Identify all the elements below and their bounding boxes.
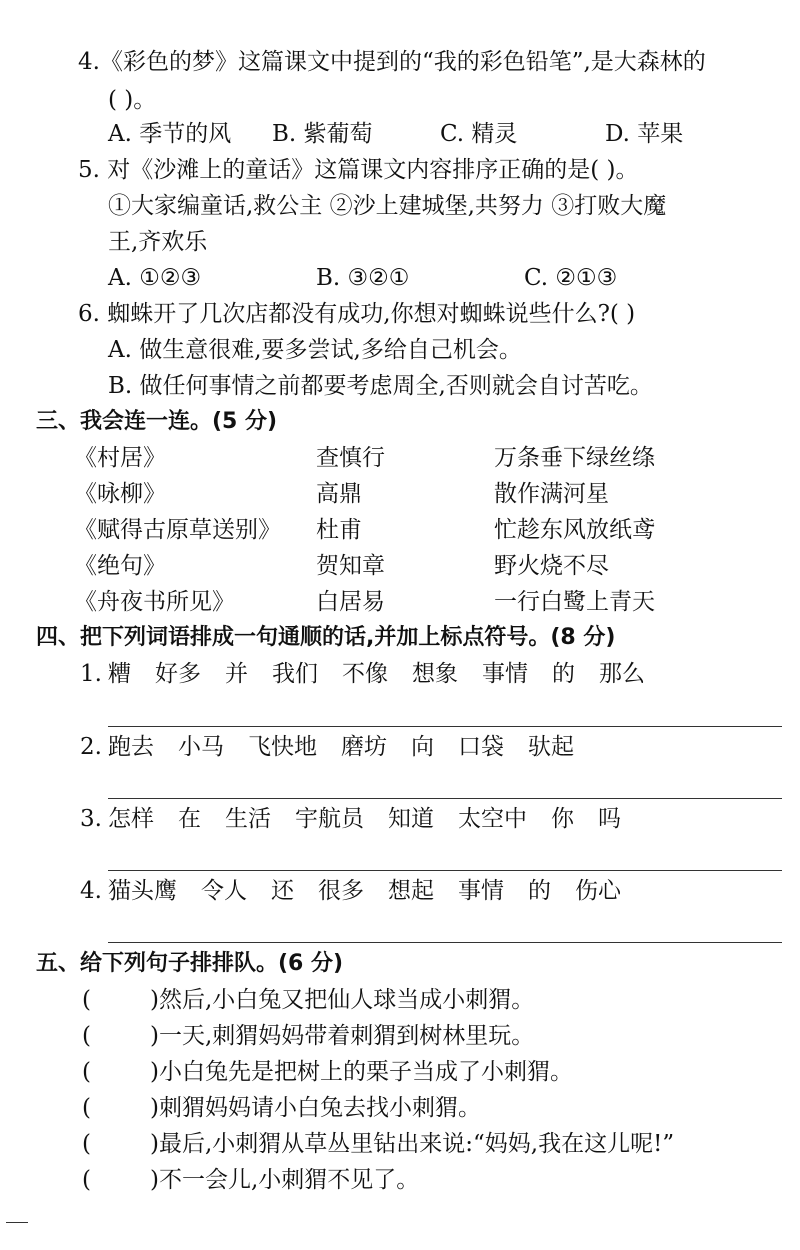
word-chip: 吗 bbox=[597, 806, 621, 832]
order-paren-open[interactable]: ( bbox=[82, 1167, 91, 1193]
sentence-item: )刺猬妈妈请小白兔去找小刺猬。 bbox=[150, 1095, 481, 1121]
word-chip: 向 bbox=[410, 734, 434, 760]
poem-line[interactable]: 散作满河星 bbox=[494, 481, 609, 507]
section5-title: 五、给下列句子排排队。(6 分) bbox=[36, 951, 344, 976]
poem-line[interactable]: 一行白鹭上青天 bbox=[494, 589, 655, 615]
word-chip: 生活 bbox=[224, 806, 271, 832]
poem-title[interactable]: 《咏柳》 bbox=[74, 481, 166, 507]
q4-option-d[interactable]: D. 苹果 bbox=[605, 121, 684, 147]
poet-name[interactable]: 贺知章 bbox=[316, 553, 385, 579]
answer-line[interactable] bbox=[108, 798, 782, 799]
word-chip: 的 bbox=[527, 878, 551, 904]
q4-option-a[interactable]: A. 季节的风 bbox=[108, 121, 232, 147]
item-number: 1. bbox=[80, 661, 102, 687]
word-group-1 bbox=[80, 658, 669, 690]
sentence-item: )一天,刺猬妈妈带着刺猬到树林里玩。 bbox=[150, 1023, 535, 1049]
word-chip: 猫头鹰 bbox=[107, 878, 177, 904]
answer-line[interactable] bbox=[108, 942, 782, 943]
order-paren-open[interactable]: ( bbox=[82, 1095, 91, 1121]
poet-name[interactable]: 高鼎 bbox=[316, 481, 362, 507]
item-number: 3. bbox=[80, 806, 102, 832]
word-chip: 那么 bbox=[598, 661, 645, 687]
word-chip: 小马 bbox=[177, 734, 224, 760]
sentence-item: )最后,小刺猬从草丛里钻出来说:“妈妈,我在这儿呢!” bbox=[150, 1131, 675, 1157]
word-chip: 驮起 bbox=[527, 734, 574, 760]
word-chip: 在 bbox=[177, 806, 201, 832]
item-number: 2. bbox=[80, 734, 102, 760]
word-chip: 很多 bbox=[317, 878, 364, 904]
word-chip: 好多 bbox=[154, 661, 201, 687]
word-chip: 口袋 bbox=[457, 734, 504, 760]
word-chip: 宇航员 bbox=[294, 806, 364, 832]
word-chip: 你 bbox=[550, 806, 574, 832]
word-chip: 想起 bbox=[387, 878, 434, 904]
sentence-item: )不一会儿,小刺猬不见了。 bbox=[150, 1167, 420, 1193]
q4-option-b[interactable]: B. 紫葡萄 bbox=[272, 121, 373, 147]
answer-line[interactable] bbox=[108, 726, 782, 727]
poem-line[interactable]: 野火烧不尽 bbox=[494, 553, 609, 579]
word-chip: 还 bbox=[270, 878, 294, 904]
item-number: 4. bbox=[80, 878, 102, 904]
q4-stem-line1: 4.《彩色的梦》这篇课文中提到的“我的彩色铅笔”,是大森林的 bbox=[78, 49, 706, 75]
q5-option-b[interactable]: B. ③②① bbox=[316, 265, 410, 291]
page-corner-mark bbox=[6, 1222, 28, 1223]
word-chip: 事情 bbox=[457, 878, 504, 904]
order-paren-open[interactable]: ( bbox=[82, 1059, 91, 1085]
word-chip: 令人 bbox=[200, 878, 247, 904]
q5-stem: 5. 对《沙滩上的童话》这篇课文内容排序正确的是( )。 bbox=[78, 157, 639, 183]
sentence-item: )小白兔先是把树上的栗子当成了小刺猬。 bbox=[150, 1059, 573, 1085]
poem-line[interactable]: 万条垂下绿丝绦 bbox=[494, 445, 655, 471]
word-chip: 伤心 bbox=[574, 878, 621, 904]
word-group-4 bbox=[80, 875, 645, 907]
word-chip: 太空中 bbox=[457, 806, 527, 832]
order-paren-open[interactable]: ( bbox=[82, 987, 91, 1013]
word-chip: 飞快地 bbox=[247, 734, 317, 760]
word-chip: 事情 bbox=[481, 661, 528, 687]
q5-items-line2: 王,齐欢乐 bbox=[108, 229, 208, 255]
poem-title[interactable]: 《舟夜书所见》 bbox=[74, 589, 235, 615]
q5-items-line1: ①大家编童话,救公主 ②沙上建城堡,共努力 ③打败大魔 bbox=[108, 193, 667, 219]
poem-title[interactable]: 《绝句》 bbox=[74, 553, 166, 579]
word-chip: 怎样 bbox=[107, 806, 154, 832]
word-chip: 糟 bbox=[107, 661, 131, 687]
word-chip: 并 bbox=[224, 661, 248, 687]
q4-answer-paren[interactable]: ( )。 bbox=[108, 87, 157, 113]
poet-name[interactable]: 查慎行 bbox=[316, 445, 385, 471]
poem-title[interactable]: 《村居》 bbox=[74, 445, 166, 471]
answer-line[interactable] bbox=[108, 870, 782, 871]
word-group-2 bbox=[80, 731, 598, 763]
q5-option-a[interactable]: A. ①②③ bbox=[108, 265, 202, 291]
poet-name[interactable]: 白居易 bbox=[316, 589, 385, 615]
q6-option-a[interactable]: A. 做生意很难,要多尝试,多给自己机会。 bbox=[108, 337, 522, 363]
word-chip: 磨坊 bbox=[340, 734, 387, 760]
word-chip: 不像 bbox=[341, 661, 388, 687]
poet-name[interactable]: 杜甫 bbox=[316, 517, 362, 543]
sentence-item: )然后,小白兔又把仙人球当成小刺猬。 bbox=[150, 987, 535, 1013]
section4-title: 四、把下列词语排成一句通顺的话,并加上标点符号。(8 分) bbox=[36, 625, 616, 650]
poem-line[interactable]: 忙趁东风放纸鸢 bbox=[494, 517, 655, 543]
q6-option-b[interactable]: B. 做任何事情之前都要考虑周全,否则就会自讨苦吃。 bbox=[108, 373, 653, 399]
word-chip: 知道 bbox=[387, 806, 434, 832]
word-chip: 的 bbox=[551, 661, 575, 687]
word-chip: 跑去 bbox=[107, 734, 154, 760]
word-group-3 bbox=[80, 803, 645, 835]
section3-title: 三、我会连一连。(5 分) bbox=[36, 409, 278, 434]
word-chip: 我们 bbox=[271, 661, 318, 687]
word-chip: 想象 bbox=[411, 661, 458, 687]
order-paren-open[interactable]: ( bbox=[82, 1131, 91, 1157]
order-paren-open[interactable]: ( bbox=[82, 1023, 91, 1049]
q4-option-c[interactable]: C. 精灵 bbox=[440, 121, 518, 147]
q6-stem: 6. 蜘蛛开了几次店都没有成功,你想对蜘蛛说些什么?( ) bbox=[78, 301, 636, 327]
poem-title[interactable]: 《赋得古原草送别》 bbox=[74, 517, 281, 543]
q5-option-c[interactable]: C. ②①③ bbox=[524, 265, 618, 291]
